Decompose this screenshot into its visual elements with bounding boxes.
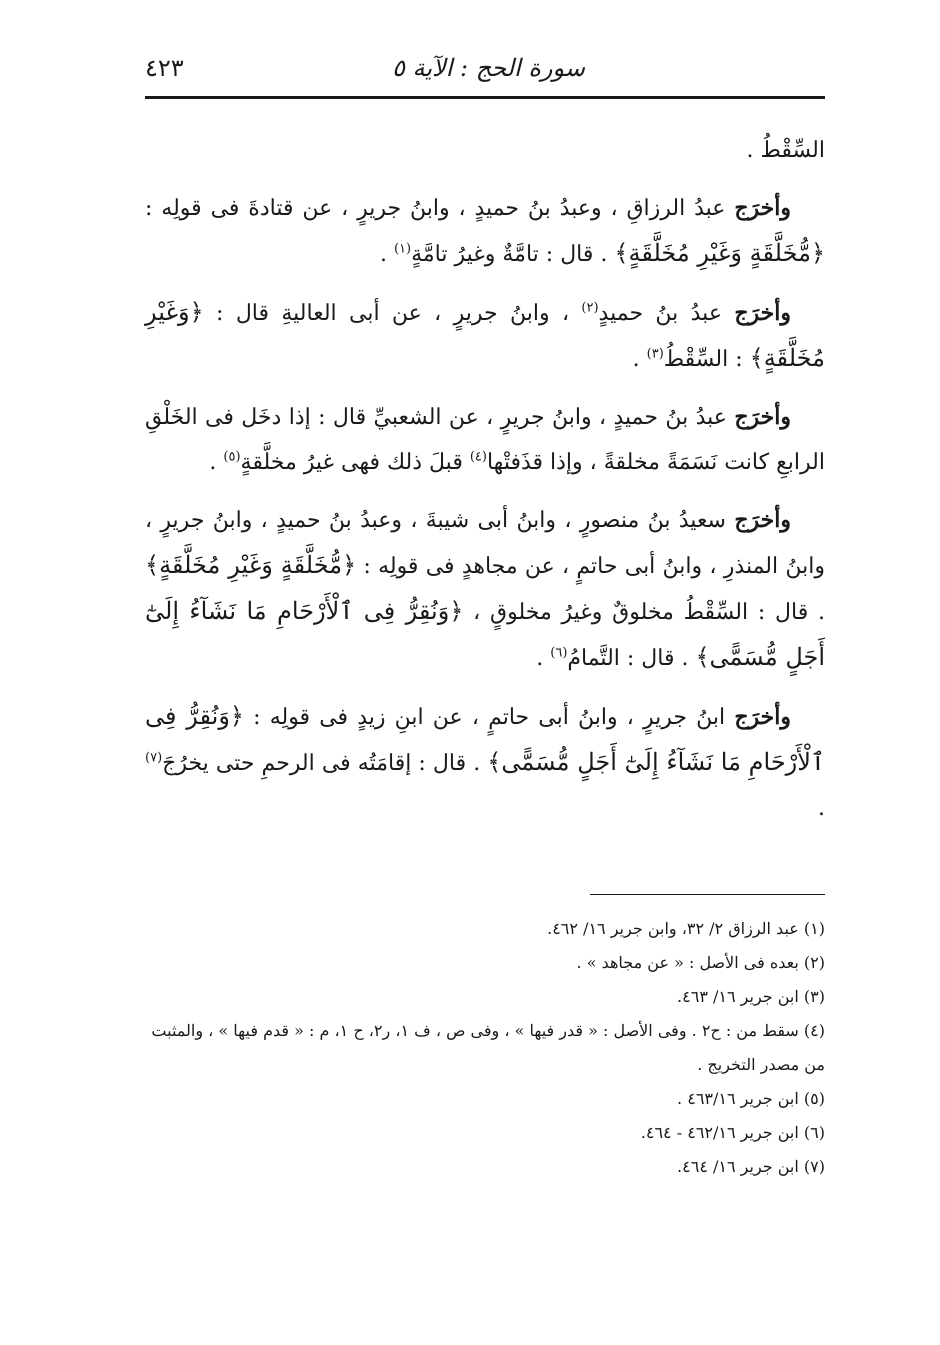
header-title: سورة الحج : الآية ٥ bbox=[391, 54, 585, 82]
footnote-ref[interactable]: (١) bbox=[393, 241, 412, 257]
paragraph-end: . bbox=[818, 796, 825, 821]
footnote-ref[interactable]: (٥) bbox=[223, 449, 241, 465]
paragraph-text: عبدُ الرزاقِ ، وعبدُ بنُ حميدٍ ، وابنُ جريرٍ ، عن قتادةَ فى قولِه : bbox=[145, 196, 735, 221]
paragraph-3 bbox=[145, 290, 825, 382]
lead-word: وأخرَج bbox=[734, 404, 791, 430]
footnote-7: (٧) ابن جرير ١٦/ ٤٦٤. bbox=[677, 1157, 825, 1176]
lead-word: وأخرَج bbox=[734, 195, 791, 221]
paragraph-end: . bbox=[379, 242, 394, 267]
paragraph-4 bbox=[145, 395, 825, 485]
running-header bbox=[145, 48, 825, 94]
paragraph-text: . قال : السِّقْطُ مخلوقٌ وغيرُ مخلوقٍ ، bbox=[463, 600, 825, 625]
paragraph-text: . قال : تامَّةٌ وغيرُ تامَّةٍ bbox=[411, 242, 615, 267]
quran-quote: ﴿مُّخَلَّقَةٍ وَغَيْرِ مُخَلَّقَةٍ﴾ bbox=[145, 551, 357, 579]
paragraph-text: ، وابنُ جريرٍ ، عن أبى العاليةِ قال : bbox=[203, 301, 582, 326]
lead-word: وأخرَج bbox=[734, 704, 791, 730]
paragraph-6 bbox=[145, 694, 825, 831]
quran-quote: ﴿وَنُقِرُّ فِى ٱلْأَرْحَامِ مَا نَشَآءُ إِلَىٰٓ أَجَلٍ مُّسَمًّى﴾ bbox=[145, 597, 825, 671]
paragraph-5 bbox=[145, 498, 825, 681]
paragraph-text: قبلَ ذلك فهى غيرُ مخلَّقةٍ bbox=[240, 450, 470, 475]
footnote-6: (٦) ابن جرير ٤٦٢/١٦ - ٤٦٤. bbox=[640, 1123, 825, 1142]
quran-quote: ﴿وَنُقِرُّ فِى ٱلْأَرْحَامِ مَا نَشَآءُ إِلَىٰٓ أَجَلٍ مُّسَمًّى﴾ bbox=[145, 702, 825, 776]
footnote-ref[interactable]: (٣) bbox=[646, 346, 664, 362]
paragraph-end: . bbox=[632, 347, 647, 372]
footnote-rule bbox=[590, 894, 825, 895]
paragraph-text: : السِّقْطُ bbox=[663, 347, 750, 372]
lead-word: وأخرَج bbox=[734, 300, 791, 326]
footnote-2: (٢) بعده فى الأصل : « عن مجاهد » . bbox=[576, 953, 825, 972]
header-rule bbox=[145, 96, 825, 99]
lead-word: وأخرَج bbox=[734, 507, 791, 533]
footnote-ref[interactable]: (٢) bbox=[581, 300, 599, 316]
paragraph-text: . قال : التَّمامُ bbox=[567, 646, 696, 671]
footnote-1: (١) عبد الرزاق ٢/ ٣٢، وابن جرير ١٦/ ٤٦٢. bbox=[547, 919, 825, 938]
paragraph-end: . bbox=[209, 450, 224, 475]
paragraph-end: . bbox=[536, 646, 551, 671]
paragraph-text: عبدُ بنُ حميدٍ bbox=[598, 301, 735, 326]
footnote-3: (٣) ابن جرير ١٦/ ٤٦٣. bbox=[677, 987, 825, 1006]
paragraph-1 bbox=[145, 128, 825, 173]
paragraph-text: ابنُ جريرٍ ، وابنُ أبى حاتمٍ ، عن ابنِ زيدٍ فى قولِه : bbox=[243, 705, 735, 730]
main-text bbox=[145, 128, 825, 844]
footnote-ref[interactable]: (٦) bbox=[550, 645, 568, 661]
paragraph-text: عبدُ بنُ حميدٍ ، وابنُ جريرٍ ، عن الشعبيِّ قال : إذا دخَل فى الخَلْقِ الرابعِ كانت نَسَمَةً مخلقةً ، وإذا قذَفتْها bbox=[145, 405, 825, 475]
paragraph-text: السِّقْطُ . bbox=[746, 138, 825, 163]
quran-quote: ﴿مُّخَلَّقَةٍ وَغَيْرِ مُخَلَّقَةٍ﴾ bbox=[614, 239, 825, 267]
paragraph-text: . قال : إقامَتُه فى الرحمِ حتى يخرُجَ bbox=[162, 751, 488, 776]
paragraph-text: سعيدُ بنُ منصورٍ ، وابنُ أبى شيبةَ ، وعبدُ بنُ حميدٍ ، وابنُ جريرٍ ، وابنُ المنذرِ ، وابنُ أبى حاتمٍ ، عن مجاهدٍ فى قولِه : bbox=[145, 508, 825, 579]
page-number: ٤٢٣ bbox=[145, 54, 184, 82]
footnotes bbox=[145, 912, 825, 1184]
footnote-ref[interactable]: (٧) bbox=[145, 750, 163, 766]
quran-quote: ﴿وَغَيْرِ مُخَلَّقَةٍ﴾ bbox=[145, 298, 825, 372]
footnote-4: (٤) سقط من : ح٢ . وفى الأصل : « قدر فيها » ، وفى ص ، ف ١، ر٢، ح ١، م : « قدم فيها » ، والمثبت من مصدر التخريج . bbox=[151, 1021, 825, 1074]
paragraph-2 bbox=[145, 186, 825, 277]
footnote-5: (٥) ابن جرير ٤٦٣/١٦ . bbox=[677, 1089, 825, 1108]
footnote-ref[interactable]: (٤) bbox=[469, 449, 487, 465]
